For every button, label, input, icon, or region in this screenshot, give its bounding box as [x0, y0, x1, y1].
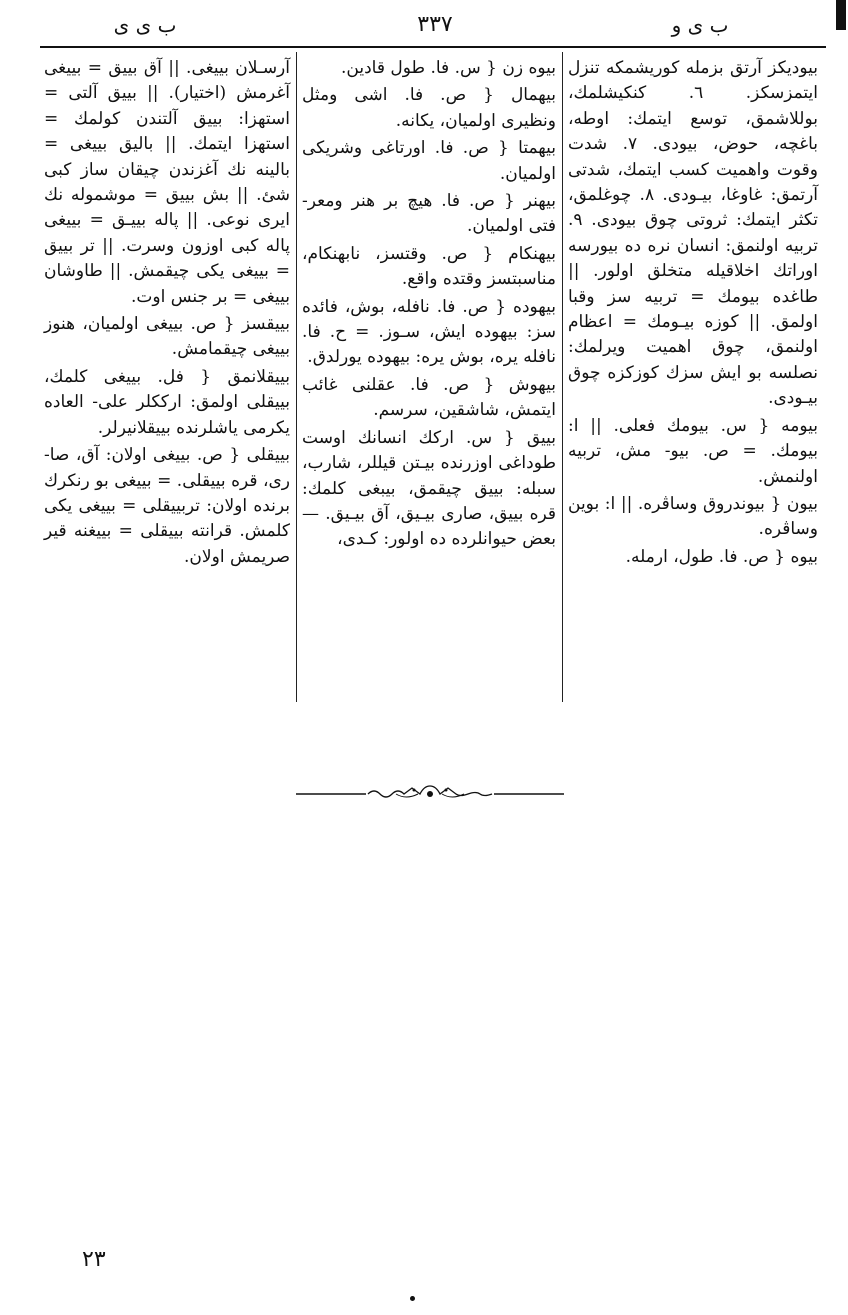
column-middle: [302, 56, 556, 555]
dictionary-entry: آرسـلان بييغى. || آق بييق = بييغى آغرمش (اختيار). || بييق آلتى = استهزا: بييق آلتندن كولمك = استهزا ايتمك. || باليق بييغى = بالينه نك آغزندن چيقان ساز كبى شئ. || بش بييق = موشموله نك ايرى نوعى. || پاله بييـق = بييغى پاله كبى اوزون وسرت. || تر بييق = بييغى يكى چيقمش. || طاوشان بييغى = بر جنس اوت.: [44, 58, 290, 307]
ink-speck: [410, 1296, 415, 1301]
dictionary-entry: بيهوش { ص. فا. عقلنى غائب ايتمش، شاشقين، سرسم.: [302, 374, 556, 421]
page-number: ٣٣٧: [417, 12, 453, 37]
column-right: [568, 56, 818, 572]
signature-mark: ٢٣: [82, 1247, 106, 1272]
dictionary-entry: بيهمال { ص. فا. اشى ومثل ونظيرى اولميان، يكانه.: [302, 85, 556, 131]
dictionary-entry: بييق { س. اركك انسانك اوست طوداغى اوزرنده بيـتن قيللر، شارب، سبله: بييق چيقمق، بيبغى كلمك: قره بييق، صارى بيـيق، آق بيـيق. — بعض حيوانلرده ده اولور: كـدى،: [302, 427, 556, 550]
dictionary-entry: بيهوده { ص. فا. نافله، بوش، فائده سز: بيهوده ايش، سـوز. = ح. فا. نافله يره، بوش يره: بيهوده يورلدق.: [302, 296, 556, 368]
column-divider-right: [562, 52, 563, 702]
dictionary-entry: بييقلى { ص. بييغى اولان: آق، صا- رى، قره بييقلى. = بييغى بو رنكرك برنده اولان: تربييقلى = بييغى يكى كلمش. قرانته بييقلى = بييغنه قير صريمش اولان.: [44, 445, 290, 567]
column-divider-left: [296, 52, 297, 702]
dictionary-entry: بيومه { س. بيومك فعلى. || ا: بيومك. = ص. بيو- مش، تربيه اولنمش.: [568, 415, 818, 487]
page-edge-mark: [836, 0, 846, 30]
dictionary-entry: بيوه زن { س. فا. طول قادين.: [341, 58, 556, 78]
dictionary-entry: بيوديكز آرتق بزمله كوريشمكه تنزل ايتمزسكز. ٦. كنكيشلمك، بوللاشمق، توسع ايتمك: اوطه، باغچه، حوض، بيودى. ٧. شدت وقوت واهميت كسب ايتمك، شدتى آرتمق: غاوغا، بيـودى. ٨. چوغلمق، تكثر ايتمك: ثروتى چوق بيودى. ٩. تربيه اولنمق: انسان نره ده بيورسه اوراتك اخلاقيله متخلق اولور. || طاغده بيومك = تربيه سز وقبا اولمق. || كوزه بيـومك = اعظام اولنمق، چوق اهميت ويرلمك: نصلسه بو ايش سزك كوزكزه چوق بيـودى.: [568, 58, 819, 409]
column-left: [44, 56, 290, 572]
dictionary-entry: بيوه { ص. فا. طول، ارمله.: [625, 546, 818, 567]
ornament-divider: [296, 780, 564, 808]
dictionary-entry: بيهنكام { ص. وقتسز، نابهنكام، مناسبتسز وقتده واقع.: [302, 243, 556, 290]
dictionary-entry: بيهنر { ص. فا. هيچ بر هنر ومعر- فتى اولميان.: [302, 191, 556, 237]
header-rule: [40, 46, 826, 48]
header-letters-left: ب ى ى: [113, 13, 177, 37]
dictionary-entry: بيهمتا { ص. فا. اورتاغى وشريكى اولميان.: [302, 138, 556, 184]
header-letters-right: ب ى و: [671, 13, 729, 37]
dictionary-entry: بييقلانمق { فل. بييغى كلمك، بييقلى اولمق: ارككلر على- العاده يكرمى ياشلرنده بييقلانيرلر.: [44, 366, 290, 438]
dictionary-entry: بيون { بيوندروق وساڤره. || ا: بوين وساڤره.: [568, 493, 818, 540]
dictionary-entry: بييقسز { ص. بييغى اولميان، هنوز بييغى چيقمامش.: [44, 314, 290, 360]
